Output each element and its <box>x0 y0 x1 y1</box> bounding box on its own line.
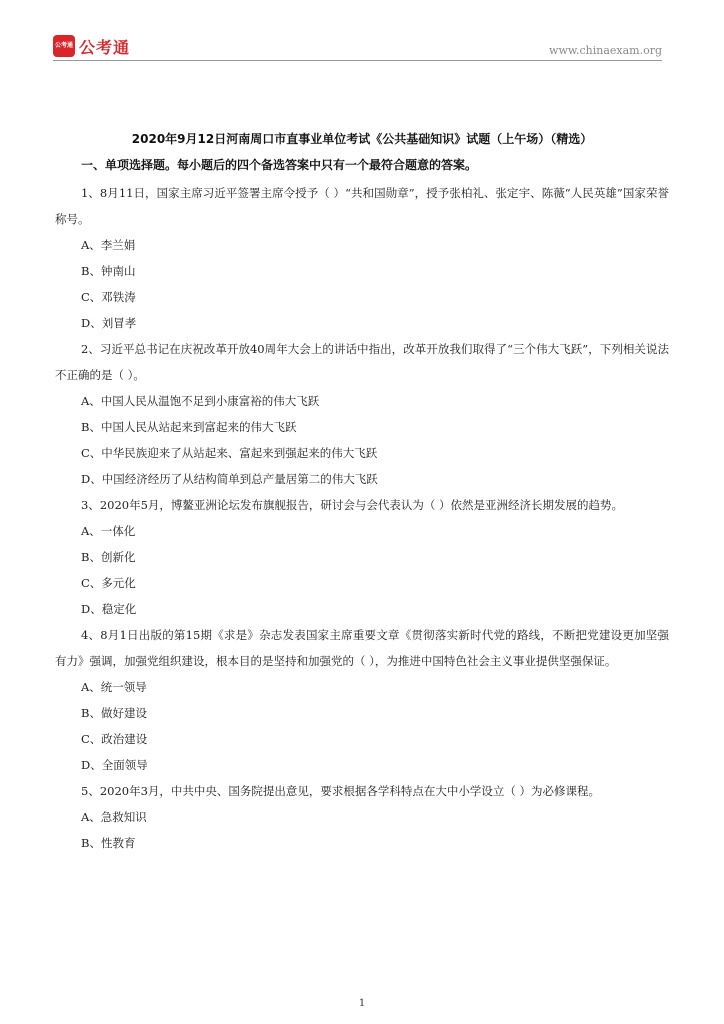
option-c: C、邓铁涛 <box>81 290 136 304</box>
question-stem: 5、2020年3月，中共中央、国务院提出意见，要求根据各学科特点在大中小学设立（ ）为必修课程。 <box>81 784 601 798</box>
option-d: D、稳定化 <box>81 602 137 616</box>
question-stem: 4、8月1日出版的第15期《求是》杂志发表国家主席重要文章《贯彻落实新时代党的路线，不断把党建设更加坚强有力》强调，加强党组织建设，根本目的是坚持和加强党的（ ），为推进中国特色社会主义事业提供坚强保证。 <box>55 628 669 668</box>
option-a: A、急救知识 <box>81 810 147 824</box>
question-5 <box>55 778 669 856</box>
option-b: B、中国人民从站起来到富起来的伟大飞跃 <box>81 420 297 434</box>
document-title: 2020年9月12日河南周口市直事业单位考试《公共基础知识》试题（上午场）（精选） <box>131 132 593 146</box>
option-c: C、多元化 <box>81 576 136 590</box>
option-d: D、刘冒孝 <box>81 316 137 330</box>
question-stem: 1、8月11日，国家主席习近平签署主席令授予（ ）“共和国勋章”，授予张柏礼、张定宇、陈薇“人民英雄”国家荣誉称号。 <box>55 186 669 226</box>
option-b: B、做好建设 <box>81 706 147 720</box>
question-stem: 3、2020年5月，博鳌亚洲论坛发布旗舰报告，研讨会与会代表认为（ ）依然是亚洲经济长期发展的趋势。 <box>81 498 624 512</box>
site-url[interactable]: www.chinaexam.org <box>549 44 662 57</box>
option-b: B、创新化 <box>81 550 136 564</box>
question-stem: 2、习近平总书记在庆祝改革开放40周年大会上的讲话中指出，改革开放我们取得了“三个伟大飞跃”，下列相关说法不正确的是（ ）。 <box>55 342 669 382</box>
document-body <box>55 130 669 856</box>
question-3 <box>55 492 669 622</box>
option-b: B、钟南山 <box>81 264 136 278</box>
section-heading: 一、单项选择题。每小题后的四个备选答案中只有一个最符合题意的答案。 <box>81 158 478 172</box>
option-d: D、全面领导 <box>81 758 148 772</box>
question-2 <box>55 336 669 492</box>
header-divider <box>53 60 662 61</box>
option-c: C、中华民族迎来了从站起来、富起来到强起来的伟大飞跃 <box>81 446 378 460</box>
option-b: B、性教育 <box>81 836 136 850</box>
page-header <box>0 0 724 64</box>
option-a: A、一体化 <box>81 524 136 538</box>
page-number: 1 <box>358 998 366 1009</box>
option-d: D、中国经济经历了从结构简单到总产量居第二的伟大飞跃 <box>81 472 378 486</box>
logo[interactable] <box>53 34 130 58</box>
logo-badge: 公考通 <box>53 35 75 57</box>
question-1 <box>55 180 669 336</box>
option-a: A、李兰娟 <box>81 238 136 252</box>
question-4 <box>55 622 669 778</box>
option-a: A、中国人民从温饱不足到小康富裕的伟大飞跃 <box>81 394 320 408</box>
logo-text: 公考通 <box>79 37 131 57</box>
option-a: A、统一领导 <box>81 680 147 694</box>
option-c: C、政治建设 <box>81 732 148 746</box>
